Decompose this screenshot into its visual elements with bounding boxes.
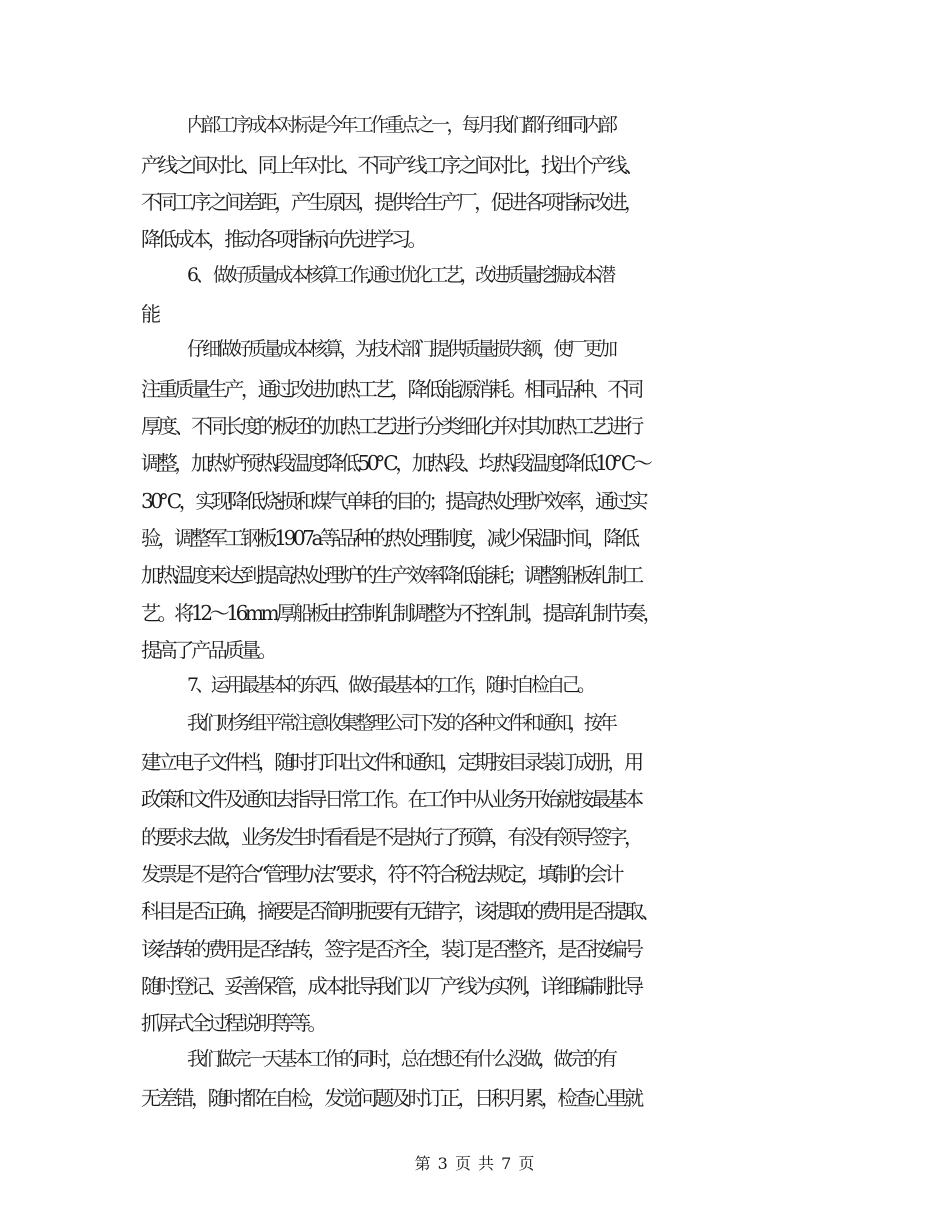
section-heading-6: 6、 做好质量成本核算工作,通过优化工艺，改进质量挖掘成本潜 (187, 265, 613, 286)
text-line: 科目是否正确，摘要是否简明扼要有无错字，该提取的费用是否提取、 (141, 899, 658, 923)
text-line: 建立电子文件档，随时打印出文件和通知，定期按目录装订成册，用 (141, 750, 641, 774)
text-line: 我们做完一天基本工作的同时，总在想还有什么没做，做完的有 (187, 1049, 615, 1070)
text-line: 无差错，随时都在自检，发觉问题及时订正，日积月累，检查心里就 (141, 1086, 641, 1110)
section-heading-7: 7、运用最基本的东西、做好最基本的工作，随时自检自己。 (187, 675, 593, 696)
text-line: 提高了产品质量。 (141, 638, 275, 662)
text-line: 注重质量生产，通过改进加热工艺，降低能源消耗。相同品种、不同 (141, 377, 641, 401)
text-line: 厚度、不同长度的板坯的加热工艺进行分类细化并对其加热工艺进行 (141, 414, 641, 438)
text-line: 验，调整军工钢板1907a等品种的热处理制度，减少保温时间，降低 (141, 526, 637, 550)
text-line: 不同工序之间差距，产生原因，提供给生产厂，促进各项指标改进， (141, 190, 641, 214)
text-line: 仔细做好质量成本核算，为技术部门提供质量损失额，使厂更加 (187, 339, 615, 360)
text-line: 30℃，实现降低烧损和煤气单耗的目的；提高热处理炉效率，通过实 (141, 489, 646, 513)
section-heading-6-cont: 能 (141, 302, 158, 326)
text-line: 随时登记、妥善保管，成本批导我们以厂产线为实例，详细编制批导 (141, 974, 641, 998)
text-line: 我们财务组平常注意收集整理公司下发的各种文件和通知，按年 (187, 713, 615, 734)
text-line: 内部工序成本对标是今年工作重点之一，每月我们都仔细同内部 (187, 115, 615, 136)
text-line: 发票是不是符合“管理办法”要求，符不符合税法规定，填制的会计 (141, 862, 621, 886)
text-line: 产线之间对比、同上年对比、不同产线工序之间对比，找出个产线、 (141, 153, 641, 177)
text-line: 降低成本，推动各项指标向先进学习。 (141, 227, 425, 251)
text-line: 加热温度来达到提高热处理炉的生产效率降低能耗；调整船板轧制工 (141, 563, 641, 587)
text-line: 调整，加热炉预热段温度降低50℃，加热段、均热段温度降低10℃～ (141, 451, 650, 475)
text-line: 的要求去做，业务发生时看看是不是执行了预算，有没有领导签字， (141, 825, 641, 849)
page-number-footer: 第 3 页 共 7 页 (414, 1154, 536, 1173)
text-line: 该结转的费用是否结转，签字是否齐全，装订是否整齐，是否按编号 (141, 937, 641, 961)
text-line: 政策和文件及通知去指导日常工作。在工作中从业务开始就按最基本 (141, 787, 641, 811)
text-line: 抓屏式全过程说明等等。 (141, 1011, 325, 1035)
text-line: 艺。将12～16mm厚船板由控制轧制调整为不控轧制，提高轧制节奏， (141, 601, 660, 625)
